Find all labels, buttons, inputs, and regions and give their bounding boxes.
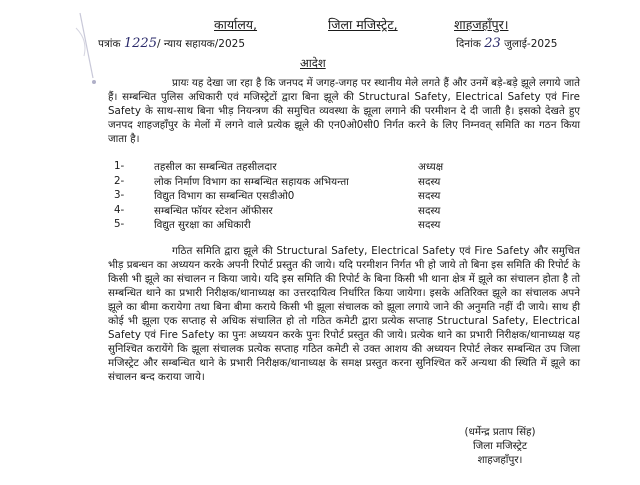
date-day: 23 [484, 36, 501, 51]
date-prefix: दिनांक [456, 38, 481, 50]
ref-suffix: / न्याय सहायक/2025 [156, 38, 246, 50]
committee-position: सदस्य [418, 175, 441, 188]
committee-position: सदस्य [418, 190, 441, 202]
paragraph-2 [108, 244, 580, 384]
paragraph-1-text: प्रायः यह देखा जा रहा है कि जनपद में जगह-जगह पर स्थानीय मेले लगते हैं और उनमें बड़े-बड़े झूले लगाये जाते हैं। सम्बन्धित पुलिस अधिकारी एवं मजिस्ट्रेटों द्वारा बिना झूले की Structural Safety, Electrical Safety एवं Fire Safety के साथ-साथ बिना भीड़ नियन्त्रण की समुचित व्यवस्था के झूला लगाने की परमीशन दे दी जाती है। इसको देखते हुए जनपद शाहजहाँपुर के मेलों में लगने वाले प्रत्येक झूले की एन0ओ0सी0 निर्गत करने के लिए निम्नवत् समिति का गठन किया जाता है। [108, 77, 580, 145]
committee-row [108, 175, 580, 190]
committee-num: 3- [114, 189, 125, 201]
ref-number: 1225 [123, 36, 157, 51]
reference-number [98, 36, 245, 51]
committee-role: लोक निर्माण विभाग का सम्बन्धित सहायक अभियन्ता [154, 175, 349, 188]
header-office: जिला मजिस्ट्रेट, [328, 17, 398, 32]
header-city: शाहजहाँपुर। [454, 17, 509, 32]
committee-role: विद्युत विभाग का सम्बन्धित एसडीओ0 [154, 190, 295, 202]
reference-date [456, 36, 557, 51]
committee-list [108, 160, 580, 233]
committee-position: सदस्य [418, 204, 441, 217]
signatory-designation: जिला मजिस्ट्रेट [472, 440, 528, 452]
committee-row [108, 160, 580, 175]
committee-row [108, 218, 580, 233]
signatory-name: (धर्मेन्द्र प्रताप सिंह) [464, 426, 536, 438]
committee-num: 5- [114, 218, 125, 230]
ref-prefix: पत्रांक [98, 38, 121, 50]
signature-block [430, 425, 570, 467]
date-suffix: जुलाई-2025 [504, 38, 558, 50]
document-title: आदेश [300, 56, 326, 70]
paragraph-1 [108, 76, 580, 146]
signatory-place: शाहजहाँपुर। [477, 454, 523, 466]
letterhead [0, 16, 640, 32]
committee-num: 4- [114, 203, 125, 216]
committee-num: 1- [114, 160, 125, 172]
committee-role: सम्बन्धित फॉयर स्टेशन ऑफीसर [154, 204, 273, 217]
reference-line [0, 34, 640, 52]
committee-num: 2- [114, 174, 125, 187]
committee-row [108, 204, 580, 219]
committee-row [108, 189, 580, 204]
paragraph-2-text: गठित समिति द्वारा झूले की Structural Safety, Electrical Safety एवं Fire Safety और समुचित भीड़ प्रबन्धन का अध्ययन करके अपनी रिपोर्ट प्रस्तुत की जाये। यदि परमीशन निर्गत भी हो जाये तो बिना इस समिति की रिपोर्ट के किसी भी झूले का संचालन न किया जाये। यदि इस समिति की रिपोर्ट के बिना किसी भी थाना क्षेत्र में झूले का संचालन होता है तो सम्बन्धित थाने का प्रभारी निरीक्षक/थानाध्यक्ष का उत्तरदायित्व निर्धारित किया जायेगा। इसके अतिरिक्त झूले का संचालक अपने झूले का बीमा करायेगा तथा बिना बीमा कराये किसी भी झूला संचालक को झूला लगाये जाने की अनुमति नहीं दी जाये। साथ ही कोई भी झूला एक सप्ताह से अधिक संचालित हो तो गठित कमेटी द्वारा प्रत्येक सप्ताह Structural Safety, Electrical Safety एवं Fire Safety का पुनः अध्ययन करके पुनः रिपोर्ट प्रस्तुत की जाये। प्रत्येक थाने का प्रभारी निरीक्षक/थानाध्यक्ष यह सुनिश्चित करायेंगे कि झूला संचालक प्रत्येक सप्ताह गठित कमेटी से उक्त आशय की अध्ययन रिपोर्ट लेकर सम्बन्धित उप जिला मजिस्ट्रेट और सम्बन्धित थाने के प्रभारी निरीक्षक/थानाध्यक्ष के समक्ष प्रस्तुत करना सुनिश्चित करें अन्यथा की स्थिति में झूले का संचालन बन्द कराया जाये। [108, 245, 580, 383]
header-karyalay: कार्यालय, [214, 17, 258, 32]
committee-position: सदस्य [418, 219, 441, 231]
committee-role: तहसील का सम्बन्धित तहसीलदार [154, 161, 277, 173]
committee-role: विद्युत सुरक्षा का अधिकारी [154, 219, 251, 231]
committee-position: अध्यक्ष [418, 161, 444, 173]
